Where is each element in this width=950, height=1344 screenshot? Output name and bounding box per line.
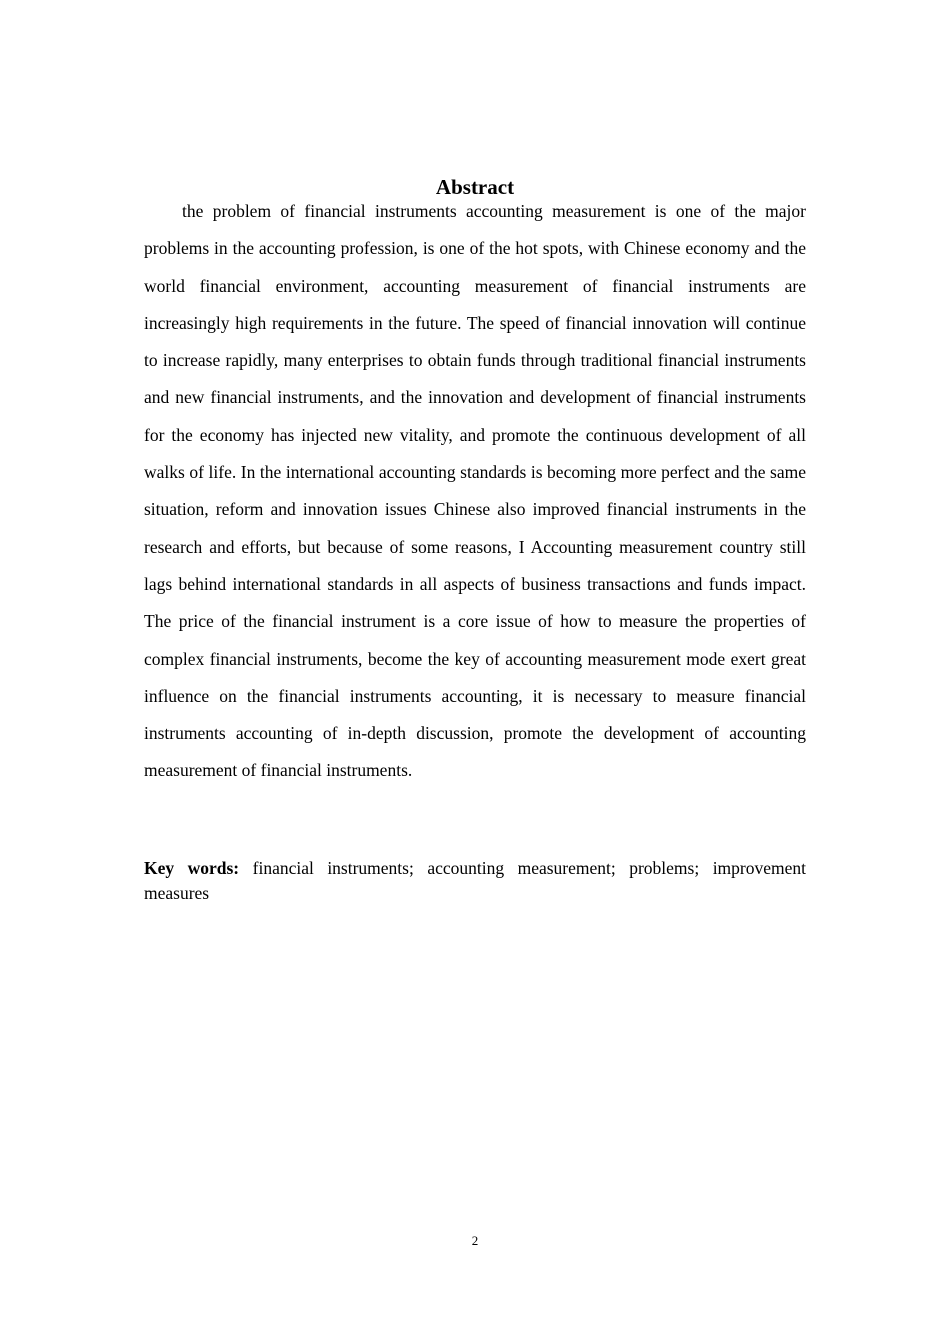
abstract-paragraph: the problem of financial instruments accounting measurement is one of the major problems in the accounting profession, is one of the hot spots, with Chinese economy and the world financial environment, accounting measurement of financial instruments are increasingly high requirements in the future. The speed of financial innovation will continue to increase rapidly, many enterprises to obtain funds through traditional financial instruments and new financial instruments, and the innovation and development of financial instruments for the economy has injected new vitality, and promote the continuous development of all walks of life. In the international accounting standards is becoming more perfect and the same situation, reform and innovation issues Chinese also improved financial instruments in the research and efforts, but because of some reasons, I Accounting measurement country still lags behind international standards in all aspects of business transactions and funds impact. The price of the financial instrument is a core issue of how to measure the properties of complex financial instruments, become the key of accounting measurement mode exert great influence on the financial instruments accounting, it is necessary to measure financial instruments accounting of in-depth discussion, promote the development of accounting measurement of financial instruments. [144,201,806,781]
page-number: 2 [471,1233,479,1248]
keywords-line [144,856,806,906]
abstract-title: Abstract [435,175,515,199]
keywords-label: Key words: [144,858,240,878]
keywords-text: financial instruments; accounting measurement; problems; improvement measures [144,858,806,903]
